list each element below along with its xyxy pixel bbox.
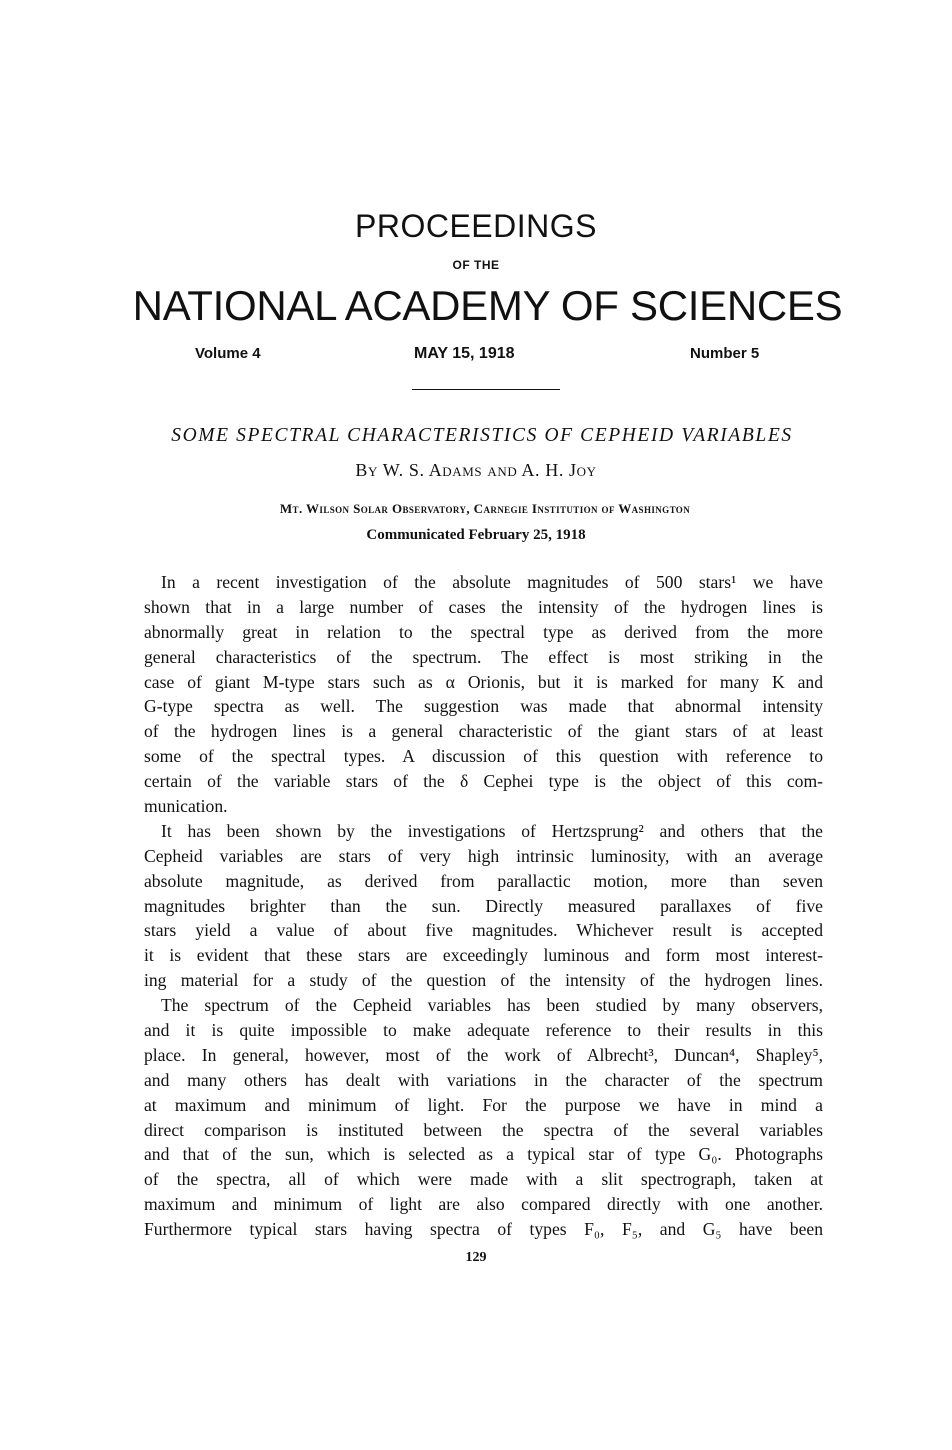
body-line: certain of the variable stars of the δ Cephei type is the object of this com- xyxy=(144,771,823,792)
article-body xyxy=(144,570,823,1242)
issue-number: Number 5 xyxy=(690,345,760,362)
article-communicated-date: Communicated February 25, 1918 xyxy=(366,527,586,543)
body-line: Furthermore typical stars having spectra of types F₀, F₅, and G₅ have been xyxy=(144,1219,823,1240)
body-line: case of giant M-type stars such as α Orionis, but it is marked for many K and xyxy=(144,671,823,692)
body-line: and it is quite impossible to make adequate reference to their results in this xyxy=(144,1020,823,1041)
article-byline: By W. S. Adams and A. H. Joy xyxy=(355,460,597,480)
body-line: general characteristics of the spectrum. The effect is most striking in the xyxy=(144,646,823,667)
body-line: The spectrum of the Cepheid variables has been studied by many observers, xyxy=(161,995,823,1016)
header-divider xyxy=(412,389,560,390)
body-line: abnormally great in relation to the spectral type as derived from the more xyxy=(144,621,823,642)
body-line: absolute magnitude, as derived from parallactic motion, more than seven xyxy=(144,870,823,891)
body-line: and many others has dealt with variations in the character of the spectrum xyxy=(144,1069,823,1090)
body-line: of the hydrogen lines is a general characteristic of the giant stars of at least xyxy=(144,721,823,742)
issue-date: MAY 15, 1918 xyxy=(414,345,515,362)
body-line: place. In general, however, most of the work of Albrecht³, Duncan⁴, Shapley⁵, xyxy=(144,1044,823,1065)
journal-header-title: NATIONAL ACADEMY OF SCIENCES xyxy=(132,282,843,329)
body-line: maximum and minimum of light are also compared directly with one another. xyxy=(144,1194,823,1215)
body-line: some of the spectral types. A discussion of this question with reference to xyxy=(144,746,823,767)
body-line: of the spectra, all of which were made with a slit spectrograph, taken at xyxy=(144,1169,823,1190)
body-line: Cepheid variables are stars of very high intrinsic luminosity, with an average xyxy=(144,845,823,866)
body-line: it is evident that these stars are exceedingly luminous and form most interest- xyxy=(144,945,823,966)
body-line: It has been shown by the investigations of Hertzsprung² and others that the xyxy=(161,820,823,841)
body-line: stars yield a value of about five magnitudes. Whichever result is accepted xyxy=(144,920,823,941)
body-line: G-type spectra as well. The suggestion was made that abnormal intensity xyxy=(144,696,823,717)
body-line: and that of the sun, which is selected as a typical star of type G₀. Photographs xyxy=(144,1144,823,1165)
body-line: ing material for a study of the question of the intensity of the hydrogen lines. xyxy=(144,970,823,991)
article-title: SOME SPECTRAL CHARACTERISTICS OF CEPHEID VARIABLES xyxy=(171,425,793,446)
body-line: shown that in a large number of cases the intensity of the hydrogen lines is xyxy=(144,596,823,617)
body-line: munication. xyxy=(144,796,228,817)
body-line: magnitudes brighter than the sun. Directly measured parallaxes of five xyxy=(144,895,823,916)
body-line: at maximum and minimum of light. For the purpose we have in mind a xyxy=(144,1094,823,1115)
journal-header-of-the: OF THE xyxy=(452,258,500,272)
body-line: direct comparison is instituted between the spectra of the several variables xyxy=(144,1119,823,1140)
article-affiliation: Mt. Wilson Solar Observatory, Carnegie Institution of Washington xyxy=(279,501,691,516)
issue-volume: Volume 4 xyxy=(195,345,261,362)
body-line: In a recent investigation of the absolute magnitudes of 500 stars¹ we have xyxy=(161,572,823,592)
page-number: 129 xyxy=(465,1250,487,1265)
journal-header-proceedings: PROCEEDINGS xyxy=(355,208,597,244)
